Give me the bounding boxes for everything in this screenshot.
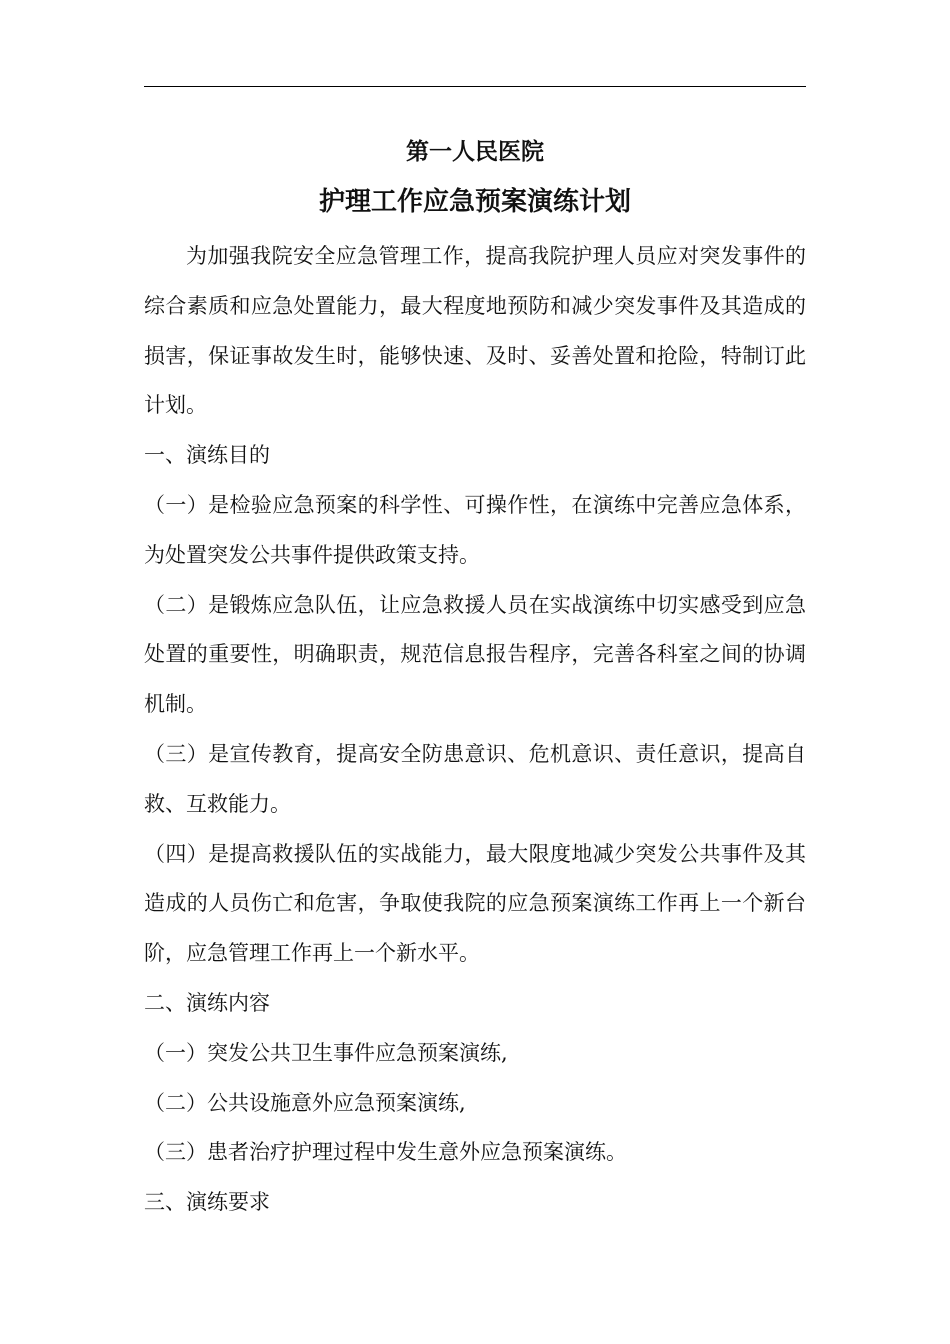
content-item-1: （一）突发公共卫生事件应急预案演练, (144, 1040, 508, 1065)
purpose-item-1: （一）是检验应急预案的科学性、可操作性，在演练中完善应急体系，为处置突发公共事件提供政策支持。 (144, 492, 806, 567)
header-rule (144, 86, 806, 87)
organization-name: 第一人民医院 (406, 139, 544, 165)
section-heading-requirements: 三、演练要求 (144, 1190, 270, 1215)
purpose-item-3: （三）是宣传教育，提高安全防患意识、危机意识、责任意识，提高自救、互救能力。 (144, 741, 806, 816)
document-body (144, 232, 806, 1228)
section-heading-content: 二、演练内容 (144, 990, 270, 1015)
purpose-item-2: （二）是锻炼应急队伍，让应急救援人员在实战演练中切实感受到应急处置的重要性，明确职责，规范信息报告程序，完善各科室之间的协调机制。 (144, 592, 806, 717)
document-title: 护理工作应急预案演练计划 (318, 187, 631, 217)
content-item-2: （二）公共设施意外应急预案演练, (144, 1090, 466, 1115)
intro-paragraph: 为加强我院安全应急管理工作，提高我院护理人员应对突发事件的综合素质和应急处置能力，最大程度地预防和减少突发事件及其造成的损害，保证事故发生时，能够快速、及时、妥善处置和抢险，特制订此计划。 (144, 244, 806, 418)
section-heading-purpose: 一、演练目的 (144, 443, 270, 468)
purpose-item-4: （四）是提高救援队伍的实战能力，最大限度地减少突发公共事件及其造成的人员伤亡和危害，争取使我院的应急预案演练工作再上一个新台阶，应急管理工作再上一个新水平。 (144, 841, 806, 966)
content-item-3: （三）患者治疗护理过程中发生意外应急预案演练。 (144, 1140, 627, 1165)
